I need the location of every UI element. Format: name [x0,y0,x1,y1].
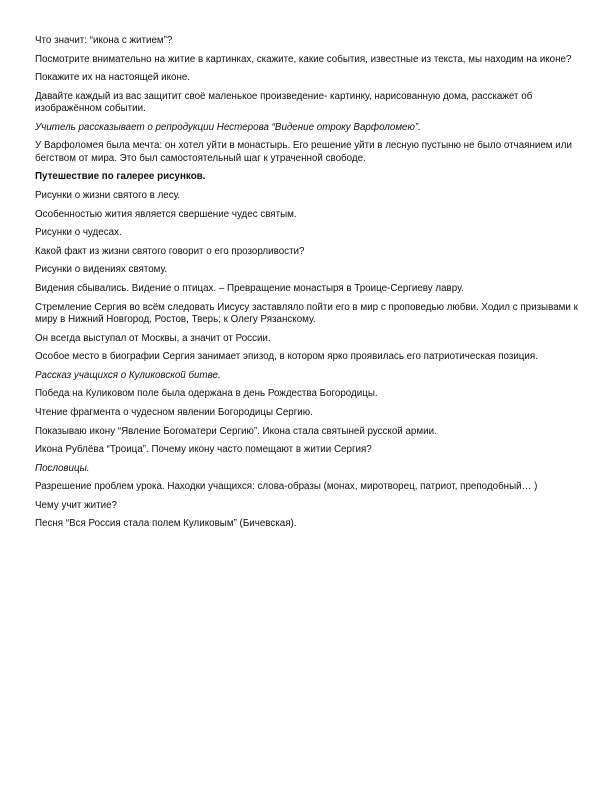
paragraph-11: Какой факт из жизни святого говорит о его прозорливости? [35,245,305,257]
paragraph-14: Стремление Сергия во всём следовать Иисусу заставляло пойти его в мир с проповедью любви. Ходил с призывами к миру в Нижний Новгород, Ростов, Тверь; к Олегу Рязанскому. [35,301,578,325]
paragraph-23: Разрешение проблем урока. Находки учащихся: слова-образы (монах, миротворец, патриот, преподобный… ) [35,481,538,493]
paragraph-25: Песня “Вся Россия стала полем Куликовым” (Бичевская). [35,518,297,530]
paragraph-12: Рисунки о видениях святому. [35,264,168,276]
paragraph-15: Он всегда выступал от Москвы, а значит от России. [35,332,271,344]
section-heading: Путешествие по галерее рисунков. [35,171,206,183]
paragraph-24: Чему учит житие? [35,499,118,511]
paragraph-20: Показываю икону “Явление Богоматери Сергию”. Икона стала святыней русской армии. [35,425,437,437]
paragraph-2: Посмотрите внимательно на житие в картинках, скажите, какие события, известные из текста, мы находим на иконе? [35,53,572,65]
document-page [35,35,580,537]
paragraph-16: Особое место в биографии Сергия занимает эпизод, в котором ярко проявилась его патриотическая позиция. [35,351,538,363]
paragraph-22: Пословицы. [35,462,90,474]
paragraph-4: Давайте каждый из вас защитит своё маленькое произведение- картинку, нарисованную дома, расскажет об изображённом событии. [35,90,533,115]
paragraph-3: Покажите их на настоящей иконе. [35,72,191,84]
paragraph-8: Рисунки о жизни святого в лесу. [35,189,181,201]
paragraph-18: Победа на Куликовом поле была одержана в день Рождества Богородицы. [35,388,378,400]
paragraph-21: Икона Рублёва “Троица”. Почему икону часто помещают в житии Сергия? [35,444,372,456]
paragraph-13: Видения сбывались. Видение о птицах. – Превращение монастыря в Троице-Сергиеву лавру. [35,282,464,294]
paragraph-9: Особенностью жития является свершение чудес святым. [35,208,297,220]
paragraph-1: Что значит: “икона с житием”? [35,35,173,46]
paragraph-10: Рисунки о чудесах. [35,227,122,239]
paragraph-19: Чтение фрагмента о чудесном явлении Богородицы Сергию. [35,406,313,418]
paragraph-6: У Варфоломея была мечта: он хотел уйти в монастырь. Его решение уйти в лесную пустыню не было отчаянием или бегством от мира. Это был самостоятельный шаг к утраченной свободе. [35,140,572,164]
paragraph-17: Рассказ учащихся о Куликовской битве. [35,369,221,381]
paragraph-5: Учитель рассказывает о репродукции Нестерова “Видение отроку Варфоломею”. [35,121,421,133]
